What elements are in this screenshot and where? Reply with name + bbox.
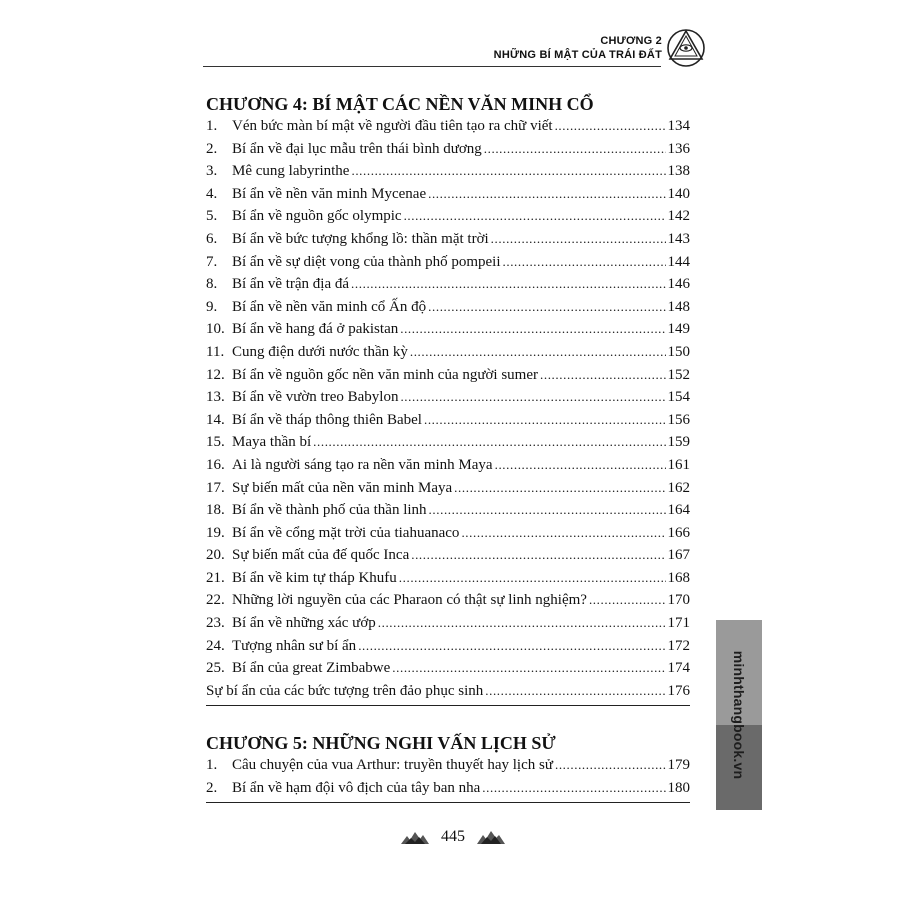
toc-entry-title: Những lời nguyền của các Pharaon có thật sự linh nghiệm? xyxy=(232,592,587,609)
toc-entry xyxy=(206,118,690,141)
toc-dot-leader xyxy=(495,457,666,473)
mountain-ornament-icon xyxy=(401,829,435,845)
toc-entry-page: 180 xyxy=(667,779,690,796)
mountain-ornament-icon xyxy=(471,829,505,845)
toc-dot-leader xyxy=(400,321,665,337)
page-number: 445 xyxy=(441,828,465,845)
header-rule xyxy=(203,66,661,67)
running-header xyxy=(494,34,662,62)
toc-entry-page: 148 xyxy=(667,298,690,315)
toc-dot-leader xyxy=(351,163,665,179)
toc-entry xyxy=(206,321,690,344)
toc-entry-title: Bí ẩn về đại lục mẫu trên thái bình dương xyxy=(232,140,482,157)
toc-entry-title: Tượng nhân sư bí ẩn xyxy=(232,637,357,654)
toc-entry-number: 18. xyxy=(206,502,225,519)
toc-entry-number: 2. xyxy=(206,140,218,157)
toc-dot-leader xyxy=(555,118,666,134)
toc-dot-leader xyxy=(400,389,665,405)
toc-entry-title: Bí ẩn về kim tự tháp Khufu xyxy=(232,569,397,586)
toc-entry-number: 9. xyxy=(206,298,218,315)
toc-entry-page: 171 xyxy=(667,615,690,632)
toc-dot-leader xyxy=(313,434,665,450)
chapter-5-toc xyxy=(206,757,690,803)
toc-dot-leader xyxy=(399,570,666,586)
toc-entry-number: 12. xyxy=(206,366,225,383)
toc-entry xyxy=(206,434,690,457)
toc-entry-number: 16. xyxy=(206,456,225,473)
toc-entry-page: 136 xyxy=(667,140,690,157)
side-tab xyxy=(716,620,762,810)
toc-entry-number: 11. xyxy=(206,343,225,360)
toc-entry-number: 7. xyxy=(206,253,218,270)
toc-entry-number: 8. xyxy=(206,276,218,293)
toc-entry-page: 170 xyxy=(667,592,690,609)
toc-entry-number: 23. xyxy=(206,615,225,632)
page-footer xyxy=(398,826,508,848)
toc-entry xyxy=(206,480,690,503)
toc-entry-title: Bí ẩn về nguồn gốc nền văn minh của người sumer xyxy=(232,366,538,383)
toc-dot-leader xyxy=(428,299,665,315)
toc-entry xyxy=(206,757,690,780)
toc-entry-page: 146 xyxy=(667,276,690,293)
toc-entry-page: 161 xyxy=(667,456,690,473)
toc-dot-leader xyxy=(461,525,665,541)
toc-entry-number: 2. xyxy=(206,779,218,796)
toc-entry-number: 24. xyxy=(206,637,225,654)
toc-entry-title: Bí ẩn về nguồn gốc olympic xyxy=(232,208,402,225)
toc-entry-page: 149 xyxy=(667,321,690,338)
toc-entry-page: 179 xyxy=(667,757,690,773)
toc-dot-leader xyxy=(491,231,666,247)
toc-entry-title: Bí ẩn về trận địa đá xyxy=(232,276,350,293)
toc-entry-title: Bí ẩn về bức tượng khổng lồ: thần mặt trời xyxy=(232,230,489,247)
toc-entry-title: Bí ẩn về nền văn minh Mycenae xyxy=(232,185,427,202)
toc-entry-title: Bí ẩn về nền văn minh cổ Ấn độ xyxy=(232,298,427,315)
chapter-5-heading: CHƯƠNG 5: NHỮNG NGHI VẤN LỊCH SỬ xyxy=(206,733,556,753)
toc-entry-page: 144 xyxy=(667,253,690,270)
toc-entry-title: Bí ẩn về tháp thông thiên Babel xyxy=(232,411,422,428)
toc-dot-leader xyxy=(358,638,665,654)
toc-entry-page: 167 xyxy=(667,547,690,564)
toc-entry-page: 154 xyxy=(667,389,690,406)
toc-entry-title: Bí ẩn về hang đá ở pakistan xyxy=(232,321,399,338)
toc-entry-number: 22. xyxy=(206,592,225,609)
toc-entry xyxy=(206,547,690,570)
toc-entry xyxy=(206,344,690,367)
toc-entry-page: 152 xyxy=(667,366,690,383)
toc-dot-leader xyxy=(589,592,666,608)
toc-entry-title: Bí ẩn về sự diệt vong của thành phố pompeii xyxy=(232,253,501,270)
toc-entry-title: Sự bí ẩn của các bức tượng trên đảo phục sinh xyxy=(206,682,484,699)
toc-entry xyxy=(206,638,690,661)
toc-entry-title: Maya thần bí xyxy=(232,434,312,451)
toc-entry xyxy=(206,186,690,209)
toc-entry-page: 166 xyxy=(667,524,690,541)
toc-entry-title: Mê cung labyrinthe xyxy=(232,163,350,180)
toc-entry-page: 134 xyxy=(667,118,690,134)
toc-entry-title: Sự biến mất của đế quốc Inca xyxy=(232,547,410,564)
running-header-chapter: CHƯƠNG 2 xyxy=(600,35,662,47)
toc-dot-leader xyxy=(428,186,665,202)
toc-entry xyxy=(206,525,690,548)
toc-entry xyxy=(206,389,690,412)
toc-dot-leader xyxy=(410,344,666,360)
toc-entry-page: 140 xyxy=(667,185,690,202)
toc-entry-page: 162 xyxy=(667,479,690,496)
running-header-title: NHỮNG BÍ MẬT CỦA TRÁI ĐẤT xyxy=(493,49,662,61)
toc-entry-number: 19. xyxy=(206,524,225,541)
toc-entry xyxy=(206,615,690,638)
chapter-4-heading: CHƯƠNG 4: BÍ MẬT CÁC NỀN VĂN MINH CỔ xyxy=(206,94,594,114)
toc-entry-page: 168 xyxy=(667,569,690,586)
toc-entry xyxy=(206,570,690,593)
toc-entry xyxy=(206,502,690,525)
toc-entry-number: 10. xyxy=(206,321,225,338)
toc-entry xyxy=(206,367,690,390)
toc-dot-leader xyxy=(485,683,665,699)
chapter-4-toc xyxy=(206,118,690,706)
toc-entry-page: 164 xyxy=(667,502,690,519)
toc-dot-leader xyxy=(503,254,666,270)
toc-entry-page: 138 xyxy=(667,163,690,180)
toc-entry-number: 4. xyxy=(206,185,218,202)
toc-entry-number: 1. xyxy=(206,118,218,134)
toc-entry-number: 6. xyxy=(206,230,218,247)
toc-dot-leader xyxy=(404,208,666,224)
toc-entry-number: 25. xyxy=(206,660,225,677)
toc-entry xyxy=(206,163,690,186)
toc-entry-page: 174 xyxy=(667,660,690,677)
toc-entry-page: 176 xyxy=(667,682,690,699)
toc-entry-title: Vén bức màn bí mật về người đầu tiên tạo ra chữ viết xyxy=(232,118,553,134)
toc-entry-title: Bí ẩn về thành phố của thần linh xyxy=(232,502,427,519)
toc-entry-page: 159 xyxy=(667,434,690,451)
toc-dot-leader xyxy=(429,502,666,518)
toc-entry-title: Bí ẩn của great Zimbabwe xyxy=(232,660,391,677)
toc-entry xyxy=(206,412,690,435)
toc-entry-title: Cung điện dưới nước thần kỳ xyxy=(232,343,408,360)
toc-entry xyxy=(206,141,690,164)
toc-entry-page: 156 xyxy=(667,411,690,428)
toc-dot-leader xyxy=(411,547,665,563)
toc-dot-leader xyxy=(351,276,665,292)
toc-entry xyxy=(206,592,690,615)
toc-entry-number: 1. xyxy=(206,757,218,773)
toc-entry-title: Ai là người sáng tạo ra nền văn minh Maya xyxy=(232,456,493,473)
toc-entry xyxy=(206,276,690,299)
toc-entry-page: 142 xyxy=(667,208,690,225)
toc-entry-page: 143 xyxy=(667,230,690,247)
eye-triangle-icon xyxy=(665,26,707,68)
toc-dot-leader xyxy=(482,780,665,796)
toc-entry xyxy=(206,231,690,254)
toc-entry-title: Bí ẩn về những xác ướp xyxy=(232,615,376,632)
toc-entry-number: 14. xyxy=(206,411,225,428)
toc-entry-title: Bí ẩn về vườn treo Babylon xyxy=(232,389,399,406)
toc-entry xyxy=(206,299,690,322)
toc-dot-leader xyxy=(484,141,666,157)
toc-entry-page: 150 xyxy=(667,343,690,360)
toc-entry-title: Sự biến mất của nền văn minh Maya xyxy=(232,479,453,496)
toc-entry-number: 20. xyxy=(206,547,225,564)
toc-entry xyxy=(206,683,690,707)
toc-entry-title: Câu chuyện của vua Arthur: truyền thuyết hay lịch sử xyxy=(232,757,553,773)
toc-dot-leader xyxy=(555,757,666,773)
toc-entry-page: 172 xyxy=(667,637,690,654)
side-tab-label: minhthangbook.vn xyxy=(731,650,747,780)
toc-entry-number: 5. xyxy=(206,208,218,225)
toc-dot-leader xyxy=(424,412,666,428)
toc-dot-leader xyxy=(454,480,665,496)
toc-entry xyxy=(206,780,690,804)
toc-entry-number: 21. xyxy=(206,569,225,586)
toc-dot-leader xyxy=(378,615,666,631)
toc-entry xyxy=(206,208,690,231)
toc-entry-number: 3. xyxy=(206,163,218,180)
toc-entry-title: Bí ẩn về hạm đội vô địch của tây ban nha xyxy=(232,779,481,796)
toc-entry-title: Bí ẩn về cổng mặt trời của tiahuanaco xyxy=(232,524,460,541)
toc-entry xyxy=(206,660,690,683)
toc-dot-leader xyxy=(540,367,666,383)
toc-entry xyxy=(206,254,690,277)
toc-dot-leader xyxy=(392,660,665,676)
toc-entry xyxy=(206,457,690,480)
toc-entry-number: 13. xyxy=(206,389,225,406)
toc-entry-number: 17. xyxy=(206,479,225,496)
toc-entry-number: 15. xyxy=(206,434,225,451)
